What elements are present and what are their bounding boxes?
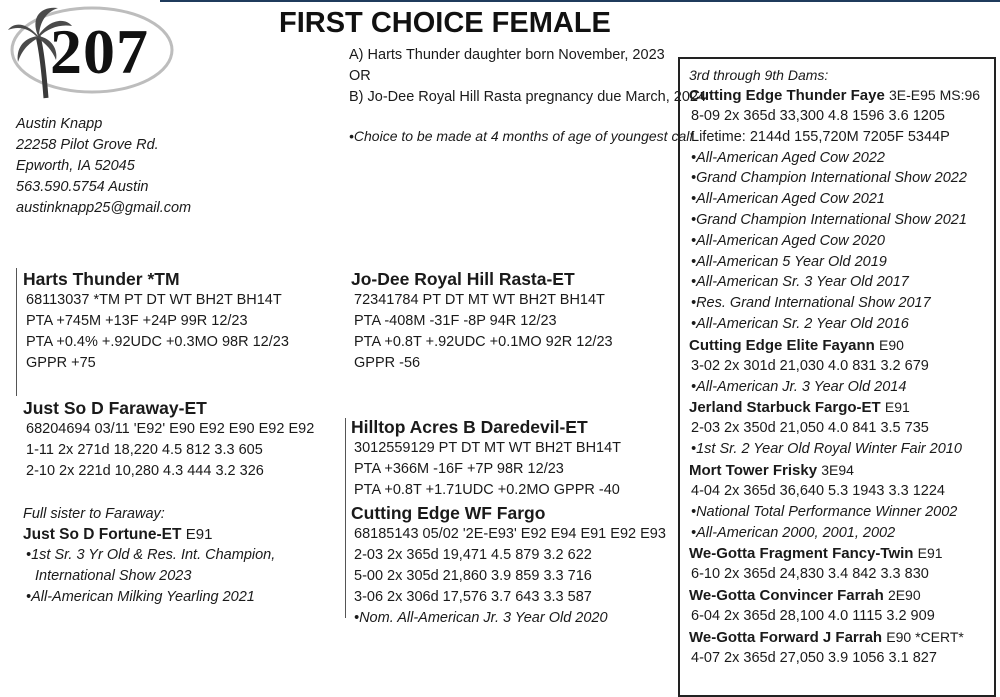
maternal-bracket	[345, 418, 346, 618]
rasta-line: PTA +0.8T +.92UDC +0.1MO 92R 12/23	[354, 334, 613, 350]
top-rule	[160, 0, 1000, 2]
dam-entry	[689, 335, 994, 398]
dam-name-row	[689, 627, 994, 648]
dam-achievement: •All-American Aged Cow 2021	[691, 191, 885, 208]
dam-achievement: •All-American Aged Cow 2020	[691, 232, 885, 249]
choice-options	[349, 45, 706, 108]
fargo-line: 2-03 2x 365d 19,471 4.5 879 3.2 622	[354, 547, 592, 563]
sire-line: PTA +745M +13F +24P 99R 12/23	[26, 313, 248, 329]
dam-achievement: •All-American Aged Cow 2022	[691, 149, 885, 166]
fargo-line: 3-06 2x 306d 17,576 3.7 643 3.3 587	[354, 589, 592, 605]
dam-name-row	[689, 397, 994, 418]
dam-achievement: •Res. Grand International Show 2017	[691, 295, 931, 312]
full-sister-achievement: International Show 2023	[35, 568, 192, 584]
lot-number: 207	[50, 16, 149, 87]
dam-achievement: •All-American 2000, 2001, 2002	[691, 524, 896, 541]
daredevil-name: Hilltop Acres B Daredevil-ET	[351, 417, 588, 437]
dam-score: 2E90	[887, 587, 921, 604]
dam-entry	[689, 460, 994, 543]
dam-record: 6-10 2x 365d 24,830 3.4 842 3.3 830	[691, 566, 929, 583]
full-sister-name: Just So D Fortune-ET	[23, 526, 182, 543]
dam-line: 68204694 03/11 'E92' E90 E92 E90 E92 E92	[26, 421, 315, 437]
dam-name-row	[689, 585, 994, 606]
consignor-name: Austin Knapp	[16, 116, 103, 132]
choice-note: •Choice to be made at 4 months of age of youngest calf	[349, 128, 694, 144]
fargo-block	[351, 502, 666, 629]
consignor-email: austinknapp25@gmail.com	[16, 200, 192, 216]
sire-line: PTA +0.4% +.92UDC +0.3MO 98R 12/23	[26, 334, 289, 350]
dam-score: E90	[879, 336, 904, 353]
full-sister-achievement: •1st Sr. 3 Yr Old & Res. Int. Champion,	[26, 547, 276, 563]
dam-name: Just So D Faraway-ET	[23, 398, 207, 418]
dam-score: 3E94	[821, 461, 854, 478]
dam-achievement: •All-American Sr. 2 Year Old 2016	[691, 315, 909, 332]
dam-name-row	[689, 85, 994, 106]
sire-block	[23, 268, 289, 374]
lot-logo	[6, 2, 176, 102]
choice-a: A) Harts Thunder daughter born November, 2023	[349, 47, 665, 63]
dam-name-row	[689, 460, 994, 481]
dam-achievement: •Grand Champion International Show 2022	[691, 170, 967, 187]
daredevil-line: PTA +366M -16F +7P 98R 12/23	[354, 461, 564, 477]
full-sister-name-row	[23, 525, 275, 545]
dam-entry	[689, 585, 994, 627]
dams-box	[678, 57, 996, 697]
dams-header: 3rd through 9th Dams:	[689, 67, 829, 83]
dam-achievement: •All-American 5 Year Old 2019	[691, 253, 887, 270]
full-sister-label: Full sister to Faraway:	[23, 506, 165, 522]
pedigree-bracket	[16, 268, 17, 396]
fargo-achievement: •Nom. All-American Jr. 3 Year Old 2020	[354, 610, 608, 626]
dam-achievement: •All-American Jr. 3 Year Old 2014	[691, 378, 907, 395]
rasta-line: GPPR -56	[354, 355, 421, 371]
page-title: FIRST CHOICE FEMALE	[279, 7, 611, 39]
dam-block	[23, 397, 314, 482]
choice-b: B) Jo-Dee Royal Hill Rasta pregnancy due March, 2024	[349, 89, 707, 105]
sire-line: GPPR +75	[26, 355, 96, 371]
choice-or: OR	[349, 68, 371, 84]
rasta-block	[351, 268, 613, 374]
sire-line: 68113037 *TM PT DT WT BH2T BH14T	[26, 292, 282, 308]
dam-score: E91	[884, 399, 910, 416]
fargo-name: Cutting Edge WF Fargo	[351, 503, 546, 523]
dam-line: 2-10 2x 221d 10,280 4.3 444 3.2 326	[26, 463, 264, 479]
rasta-line: PTA -408M -31F -8P 94R 12/23	[354, 313, 557, 329]
full-sister-block	[23, 504, 275, 608]
daredevil-block	[351, 416, 621, 501]
dam-name: Cutting Edge Thunder Faye	[689, 87, 885, 104]
dam-record: 4-07 2x 365d 27,050 3.9 1056 3.1 827	[691, 649, 937, 666]
consignor-address: 22258 Pilot Grove Rd.	[16, 137, 159, 153]
dam-score: E90 *CERT*	[886, 628, 964, 645]
dam-name: We-Gotta Forward J Farrah	[689, 628, 883, 646]
dam-achievement: •Grand Champion International Show 2021	[691, 211, 967, 228]
dam-name: We-Gotta Fragment Fancy-Twin	[689, 545, 914, 563]
rasta-line: 72341784 PT DT MT WT BH2T BH14T	[354, 292, 605, 308]
fargo-line: 68185143 05/02 '2E-E93' E92 E94 E91 E92 E93	[354, 526, 666, 542]
dam-name: Cutting Edge Elite Fayann	[689, 336, 875, 354]
dam-entry	[689, 543, 994, 585]
dam-name: Jerland Starbuck Fargo-ET	[689, 399, 881, 417]
consignor-phone: 563.590.5754 Austin	[16, 179, 149, 195]
dam-achievement: •1st Sr. 2 Year Old Royal Winter Fair 2010	[691, 441, 962, 458]
dam-entry	[689, 397, 994, 460]
consignor-info	[16, 114, 191, 219]
dam-entry	[689, 627, 994, 669]
dam-score: 3E-E95 MS:96	[889, 87, 981, 103]
rasta-name: Jo-Dee Royal Hill Rasta-ET	[351, 269, 575, 289]
dam-name: Mort Tower Frisky	[689, 461, 818, 479]
dam-record: 6-04 2x 365d 28,100 4.0 1115 3.2 909	[691, 608, 935, 625]
sire-name: Harts Thunder *TM	[23, 269, 180, 289]
dam-achievement: •National Total Performance Winner 2002	[691, 503, 958, 520]
dam-score: E91	[917, 545, 943, 562]
dam-name: We-Gotta Convincer Farrah	[689, 587, 884, 605]
dam-record: 3-02 2x 301d 21,030 4.0 831 3.2 679	[691, 357, 929, 374]
daredevil-line: 3012559129 PT DT MT WT BH2T BH14T	[354, 440, 622, 456]
dam-record: 2-03 2x 350d 21,050 4.0 841 3.5 735	[691, 420, 929, 437]
full-sister-score: E91	[185, 526, 213, 543]
dam-line: 1-11 2x 271d 18,220 4.5 812 3.3 605	[26, 442, 263, 458]
dam-name-row	[689, 543, 994, 564]
dam-record: 8-09 2x 365d 33,300 4.8 1596 3.6 1205	[691, 108, 945, 124]
daredevil-line: PTA +0.8T +1.71UDC +0.2MO GPPR -40	[354, 482, 620, 498]
dam-entry	[689, 85, 994, 335]
dam-name-row	[689, 335, 994, 356]
full-sister-achievement: •All-American Milking Yearling 2021	[26, 589, 255, 605]
dam-achievement: •All-American Sr. 3 Year Old 2017	[691, 274, 909, 291]
dam-lifetime: Lifetime: 2144d 155,720M 7205F 5344P	[691, 128, 950, 145]
dam-record: 4-04 2x 365d 36,640 5.3 1943 3.3 1224	[691, 482, 945, 499]
fargo-line: 5-00 2x 305d 21,860 3.9 859 3.3 716	[354, 568, 592, 584]
consignor-city: Epworth, IA 52045	[16, 158, 135, 174]
